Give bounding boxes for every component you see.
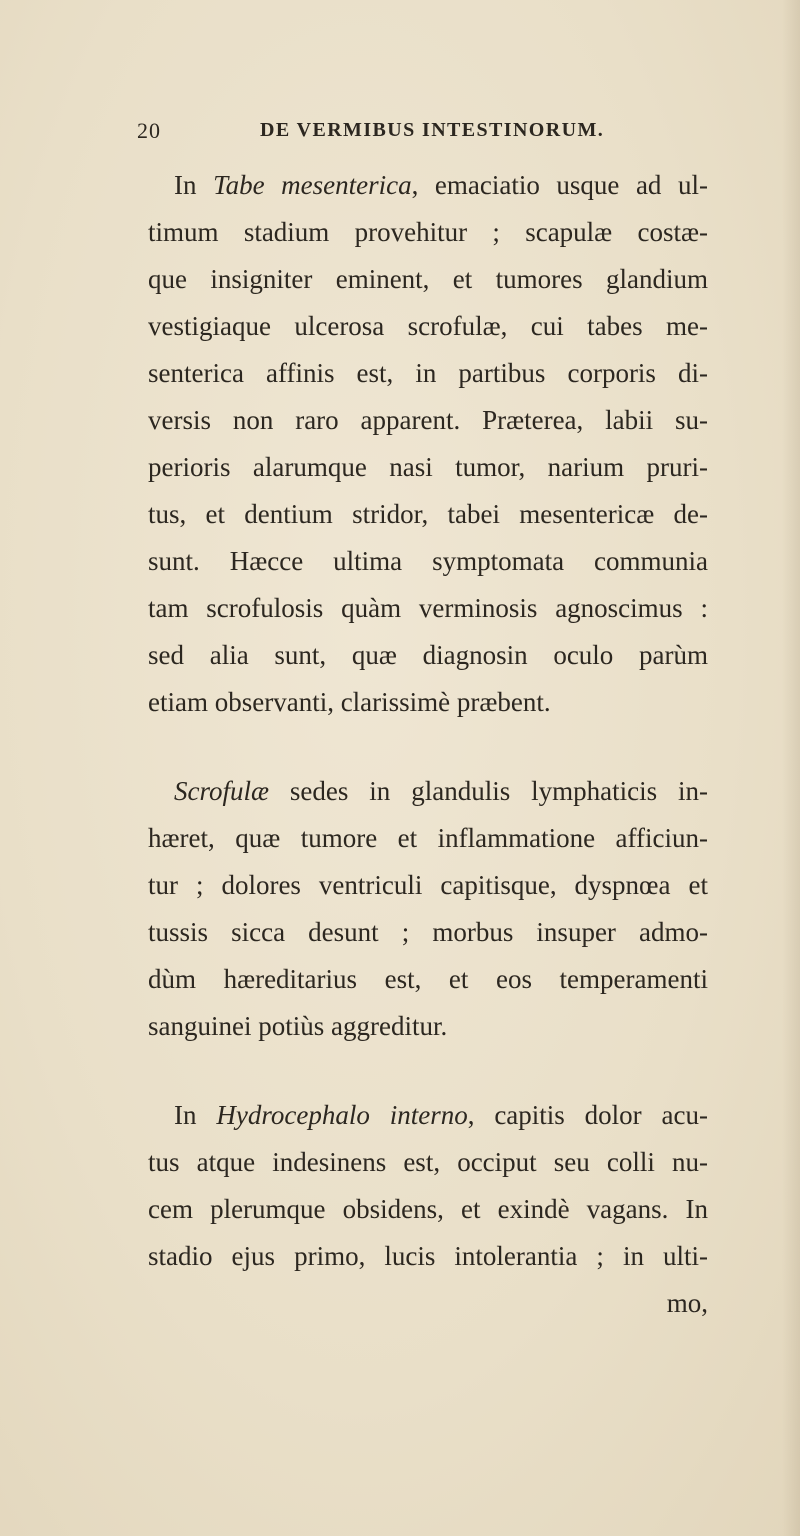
paragraph-hydrocephalo [148,1092,708,1280]
page-number: 20 [137,118,161,143]
text-line: perioris alarumque nasi tumor, narium pruri- [148,452,708,482]
line-text: , capitis dolor acu- [467,1100,708,1130]
text-line: stadio ejus primo, lucis intolerantia ; in ulti- [148,1241,708,1271]
text-line: cem plerumque obsidens, et exindè vagans. In [148,1194,708,1224]
text-line: versis non raro apparent. Præterea, labii su- [148,405,708,435]
line-text: sedes in glandulis lymphaticis in- [269,776,708,806]
text-line: sunt. Hæcce ultima symptomata communia [148,546,708,576]
running-title: DE VERMIBUS INTESTINORUM. [260,119,605,141]
text-line: tur ; dolores ventriculi capitisque, dyspnœa et [148,870,708,900]
line-text: In [174,170,214,200]
catchword: mo, [666,1288,708,1318]
italic-term: Hydrocephalo interno [216,1100,468,1130]
body-text [148,162,708,1327]
text-line: dùm hæreditarius est, et eos temperamenti [148,964,708,994]
paragraph-tabe-mesenterica [148,162,708,726]
line-text: , emaciatio usque ad ul- [411,170,708,200]
text-line: etiam observanti, clarissimè præbent. [148,687,551,717]
text-line: vestigiaque ulcerosa scrofulæ, cui tabes me- [148,311,708,341]
text-line: hæret, quæ tumore et inflammatione afficiun- [148,823,708,853]
text-line: tam scrofulosis quàm verminosis agnoscimus : [148,593,708,623]
italic-term: Tabe mesenterica [213,170,412,200]
text-line [148,162,708,209]
text-line: tus atque indesinens est, occiput seu colli nu- [148,1147,708,1177]
text-line: sed alia sunt, quæ diagnosin oculo parùm [148,640,708,670]
italic-term: Scrofulæ [174,776,270,806]
paragraph-scrofulae [148,768,708,1050]
text-line [148,768,708,815]
page-edge-shadow [782,0,800,1536]
paragraph-gap [148,1050,708,1092]
line-text: In [174,1100,217,1130]
text-line: timum stadium provehitur ; scapulæ costæ- [148,217,708,247]
text-line: tus, et dentium stridor, tabei mesentericæ de- [148,499,708,529]
running-head [0,118,800,148]
paragraph-gap [148,726,708,768]
text-line: que insigniter eminent, et tumores glandium [148,264,708,294]
text-line: tussis sicca desunt ; morbus insuper admo- [148,917,708,947]
text-line: senterica affinis est, in partibus corporis di- [148,358,708,388]
text-line: sanguinei potiùs aggreditur. [148,1011,448,1041]
text-line [148,1092,708,1139]
